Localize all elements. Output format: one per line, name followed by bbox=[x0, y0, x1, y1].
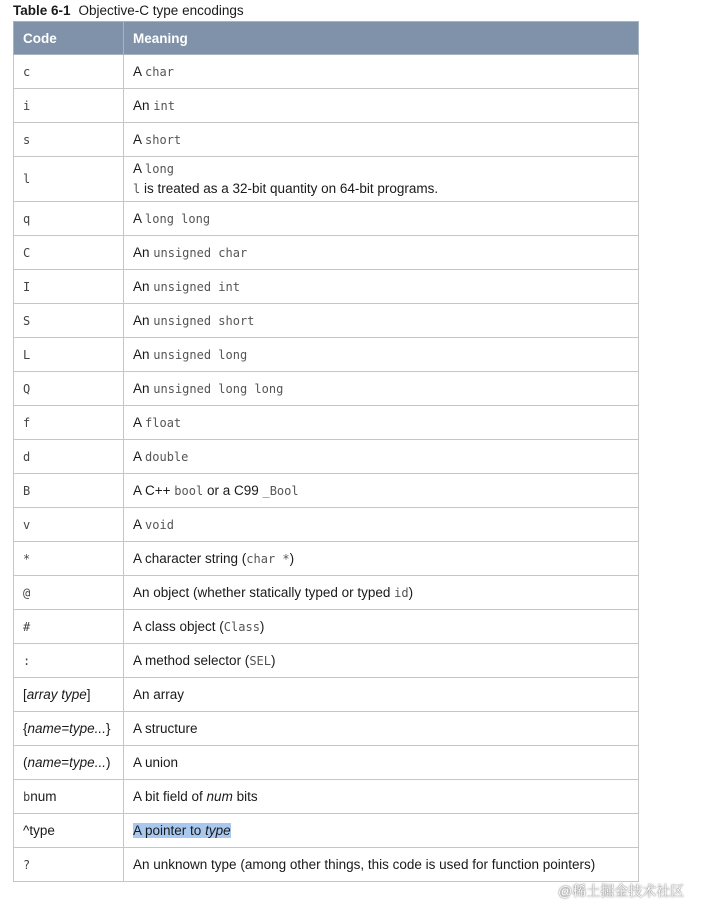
code-token: int bbox=[153, 98, 175, 113]
meaning-cell bbox=[124, 746, 639, 780]
code-token: bool bbox=[174, 483, 204, 498]
text-fragment: An unknown type (among other things, this code is used for function pointers) bbox=[133, 856, 596, 872]
code-token: double bbox=[145, 449, 189, 464]
code-token: c bbox=[23, 64, 31, 79]
code-cell bbox=[14, 406, 124, 440]
text-fragment: An bbox=[133, 278, 154, 294]
table-row bbox=[14, 157, 639, 202]
table-row bbox=[14, 542, 639, 576]
meaning-cell bbox=[124, 338, 639, 372]
code-token: L bbox=[23, 347, 31, 362]
code-token: unsigned char bbox=[153, 245, 248, 260]
code-cell bbox=[14, 644, 124, 678]
meaning-cell bbox=[124, 270, 639, 304]
meaning-cell bbox=[124, 55, 639, 89]
text-fragment: An bbox=[133, 244, 154, 260]
code-token: l bbox=[23, 172, 31, 186]
table-row bbox=[14, 406, 639, 440]
text-fragment: [ bbox=[23, 686, 27, 702]
text-fragment: An bbox=[133, 380, 154, 396]
text-fragment: ) bbox=[259, 618, 265, 634]
text-fragment: A bbox=[133, 131, 146, 147]
table-row bbox=[14, 55, 639, 89]
code-cell bbox=[14, 440, 124, 474]
text-fragment: A bbox=[133, 516, 146, 532]
code-token: SEL bbox=[249, 653, 271, 668]
table-row bbox=[14, 610, 639, 644]
text-fragment: A C++ bbox=[133, 482, 175, 498]
code-token: Class bbox=[223, 619, 260, 634]
text-fragment: A class object ( bbox=[133, 618, 224, 634]
text-fragment: = bbox=[61, 754, 70, 770]
code-token: b bbox=[23, 789, 31, 804]
code-token: Q bbox=[23, 381, 31, 396]
code-token: unsigned long bbox=[153, 347, 248, 362]
table-row bbox=[14, 372, 639, 406]
table-row bbox=[14, 202, 639, 236]
table-row bbox=[14, 576, 639, 610]
text-fragment: ) bbox=[271, 652, 276, 668]
code-cell bbox=[14, 157, 124, 202]
text-fragment: num bbox=[30, 788, 57, 804]
watermark: @稀土掘金技术社区 bbox=[558, 883, 685, 899]
table-header-row bbox=[14, 22, 639, 55]
code-cell bbox=[14, 89, 124, 123]
code-cell bbox=[14, 678, 124, 712]
table-row bbox=[14, 338, 639, 372]
table-row bbox=[14, 123, 639, 157]
code-cell bbox=[14, 372, 124, 406]
meaning-cell bbox=[124, 610, 639, 644]
code-token: long bbox=[145, 162, 174, 176]
code-token: d bbox=[23, 449, 31, 464]
code-cell bbox=[14, 304, 124, 338]
meaning-cell bbox=[124, 304, 639, 338]
meaning-cell bbox=[124, 89, 639, 123]
code-cell bbox=[14, 123, 124, 157]
meaning-cell bbox=[124, 814, 639, 848]
table-body bbox=[14, 55, 639, 882]
text-fragment: A pointer to bbox=[133, 822, 206, 838]
table-row bbox=[14, 474, 639, 508]
meaning-cell bbox=[124, 440, 639, 474]
code-cell bbox=[14, 55, 124, 89]
code-token: short bbox=[145, 132, 182, 147]
text-fragment: A structure bbox=[133, 720, 198, 736]
text-fragment: A bit field of bbox=[133, 788, 207, 804]
code-token: l bbox=[133, 182, 141, 196]
meaning-cell bbox=[124, 780, 639, 814]
table-row bbox=[14, 304, 639, 338]
code-cell bbox=[14, 508, 124, 542]
table-row bbox=[14, 678, 639, 712]
text-fragment: A bbox=[133, 63, 146, 79]
table-row bbox=[14, 848, 639, 882]
meaning-cell bbox=[124, 474, 639, 508]
code-token: _Bool bbox=[262, 483, 299, 498]
code-token: float bbox=[145, 415, 182, 430]
meaning-cell bbox=[124, 576, 639, 610]
text-fragment: A character string ( bbox=[133, 550, 247, 566]
meaning-cell bbox=[124, 542, 639, 576]
code-token: # bbox=[23, 619, 31, 634]
code-token: @ bbox=[23, 585, 31, 600]
meaning-cell bbox=[124, 678, 639, 712]
code-cell bbox=[14, 474, 124, 508]
text-fragment: } bbox=[105, 720, 111, 736]
code-token: id bbox=[394, 585, 409, 600]
code-token: unsigned short bbox=[153, 313, 255, 328]
code-cell bbox=[14, 746, 124, 780]
code-token: q bbox=[23, 211, 31, 226]
table-row bbox=[14, 89, 639, 123]
code-token: : bbox=[23, 653, 31, 668]
meaning-note bbox=[133, 179, 629, 199]
text-fragment: ) bbox=[105, 754, 111, 770]
code-token: * bbox=[23, 551, 31, 566]
code-cell bbox=[14, 848, 124, 882]
table-row bbox=[14, 712, 639, 746]
code-cell bbox=[14, 202, 124, 236]
meaning-cell bbox=[124, 712, 639, 746]
meaning-cell bbox=[124, 202, 639, 236]
type-encodings-table bbox=[13, 21, 639, 882]
code-token: long long bbox=[145, 211, 211, 226]
code-cell bbox=[14, 270, 124, 304]
table-row bbox=[14, 236, 639, 270]
code-token: unsigned int bbox=[153, 279, 240, 294]
text-fragment: An bbox=[133, 312, 154, 328]
code-cell bbox=[14, 712, 124, 746]
meaning-cell bbox=[124, 406, 639, 440]
table-row bbox=[14, 440, 639, 474]
code-token: unsigned long long bbox=[153, 381, 284, 396]
code-token: char * bbox=[246, 551, 290, 566]
table-caption bbox=[13, 2, 244, 20]
text-fragment: ^type bbox=[23, 822, 55, 838]
code-cell bbox=[14, 338, 124, 372]
meaning-cell bbox=[124, 157, 639, 202]
code-token: f bbox=[23, 415, 31, 430]
text-fragment: ] bbox=[86, 686, 91, 702]
code-token: ? bbox=[23, 857, 31, 872]
code-token: C bbox=[23, 245, 31, 260]
text-fragment: bits bbox=[232, 788, 258, 804]
text-fragment: A method selector ( bbox=[133, 652, 250, 668]
text-fragment: A bbox=[133, 210, 146, 226]
code-cell bbox=[14, 780, 124, 814]
column-header-meaning: Meaning bbox=[124, 22, 639, 55]
table-row bbox=[14, 746, 639, 780]
text-fragment: An bbox=[133, 346, 154, 362]
text-fragment: A bbox=[133, 448, 146, 464]
code-token: void bbox=[145, 517, 174, 532]
italic-term: type bbox=[205, 822, 231, 838]
code-token: char bbox=[145, 64, 174, 79]
code-cell bbox=[14, 236, 124, 270]
code-cell bbox=[14, 542, 124, 576]
text-fragment: is treated as a 32-bit quantity on 64-bit programs. bbox=[140, 181, 439, 196]
italic-term: type... bbox=[69, 754, 106, 770]
text-fragment: or a C99 bbox=[203, 482, 263, 498]
italic-term: name=type... bbox=[27, 720, 106, 736]
text-fragment: { bbox=[23, 720, 28, 736]
table-row bbox=[14, 644, 639, 678]
column-header-code: Code bbox=[14, 22, 124, 55]
text-fragment: ( bbox=[23, 754, 28, 770]
table-title: Objective-C type encodings bbox=[78, 3, 244, 18]
italic-term: num bbox=[206, 788, 233, 804]
italic-term: array type bbox=[26, 686, 87, 702]
meaning-cell bbox=[124, 508, 639, 542]
text-fragment: An array bbox=[133, 686, 185, 702]
code-token: B bbox=[23, 483, 31, 498]
code-token: s bbox=[23, 132, 31, 147]
text-fragment: An object (whether statically typed or typed bbox=[133, 584, 395, 600]
code-cell bbox=[14, 576, 124, 610]
code-cell bbox=[14, 610, 124, 644]
text-fragment: ) bbox=[408, 584, 414, 600]
text-fragment: A bbox=[133, 414, 146, 430]
meaning-cell bbox=[124, 644, 639, 678]
code-token: v bbox=[23, 517, 31, 532]
table-row bbox=[14, 270, 639, 304]
code-token: I bbox=[23, 279, 31, 294]
table-number: Table 6-1 bbox=[13, 3, 71, 18]
italic-term: name bbox=[27, 754, 62, 770]
text-fragment: ) bbox=[289, 550, 295, 566]
meaning-cell bbox=[124, 236, 639, 270]
text-fragment: An bbox=[133, 97, 154, 113]
table-row bbox=[14, 814, 639, 848]
text-fragment: A union bbox=[133, 754, 179, 770]
code-token: i bbox=[23, 98, 31, 113]
meaning-cell bbox=[124, 372, 639, 406]
code-cell bbox=[14, 814, 124, 848]
text-selection-highlight bbox=[133, 823, 231, 838]
meaning-cell bbox=[124, 123, 639, 157]
meaning-cell bbox=[124, 848, 639, 882]
table-row bbox=[14, 780, 639, 814]
table-row bbox=[14, 508, 639, 542]
text-fragment: A bbox=[133, 161, 146, 176]
code-token: S bbox=[23, 313, 31, 328]
